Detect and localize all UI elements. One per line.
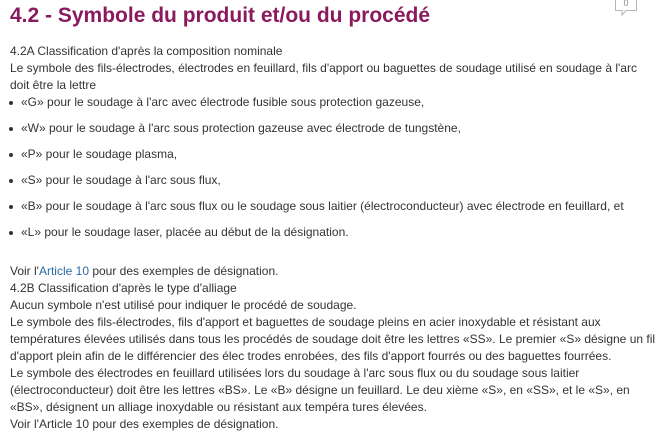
section-b-p2: Le symbole des fils-électrodes, fils d'apport et baguettes de soudage pleins en acier inoxydable et résistant aux températures élevées utilisés dans tous les procédés de soudage doit être les lettres «SS». Le premier «S» désigne un fil d'apport plein afin de le différencier des élec trodes enrobées, des fils d'apport fourrés ou des baguettes fourrées. xyxy=(10,315,656,363)
speech-bubble-icon[interactable] xyxy=(614,0,638,16)
article-content xyxy=(10,43,658,433)
section-a-see: Voir l'Article 10 pour des exemples de désignation. xyxy=(10,264,279,278)
list-item: «L» pour le soudage laser, placée au début de la désignation. xyxy=(10,224,658,250)
section-b-p1: Aucun symbole n'est utilisé pour indiquer le procédé de soudage. xyxy=(10,298,357,312)
list-item: «S» pour le soudage à l'arc sous flux, xyxy=(10,172,658,198)
list-item: «P» pour le soudage plasma, xyxy=(10,146,658,172)
bullet-icon xyxy=(9,231,13,235)
list-item: «B» pour le soudage à l'arc sous flux ou le soudage sous laitier (électroconducteur) avec électrode en feuillard, et xyxy=(10,198,658,224)
article-10-link[interactable]: Article 10 xyxy=(38,264,89,278)
section-b-title: 4.2B Classification d'après le type d'alliage xyxy=(10,281,237,295)
comment-count: 0 xyxy=(623,0,629,8)
list-item: «G» pour le soudage à l'arc avec électrode fusible sous protection gazeuse, xyxy=(10,94,658,120)
bullet-icon xyxy=(9,153,13,157)
bullet-icon xyxy=(9,101,13,105)
section-a-intro: Le symbole des fils-électrodes, électrodes en feuillard, fils d'apport ou baguettes de soudage utilisé en soudage à l'arc doit être la lettre xyxy=(10,61,637,92)
section-heading: 4.2 - Symbole du produit et/ou du procédé xyxy=(10,4,431,27)
bullet-icon xyxy=(9,179,13,183)
bullet-icon xyxy=(9,127,13,131)
bullet-icon xyxy=(9,205,13,209)
list-item: «W» pour le soudage à l'arc sous protection gazeuse avec électrode de tungstène, xyxy=(10,120,658,146)
section-b-p3: Le symbole des électrodes en feuillard utilisées lors du soudage à l'arc sous flux ou du soudage sous laitier (électroconducteur) doit être les lettres «BS». Le «B» désigne un feuillard. Le deu xième «S», en «SS», et le «S», en «BS», désignent un alliage inoxydable ou résistant aux tempéra tures élevées. xyxy=(10,366,630,414)
section-b-see: Voir l'Article 10 pour des exemples de désignation. xyxy=(10,417,279,431)
section-a-title: 4.2A Classification d'après la composition nominale xyxy=(10,44,283,58)
process-symbol-list xyxy=(10,94,658,250)
